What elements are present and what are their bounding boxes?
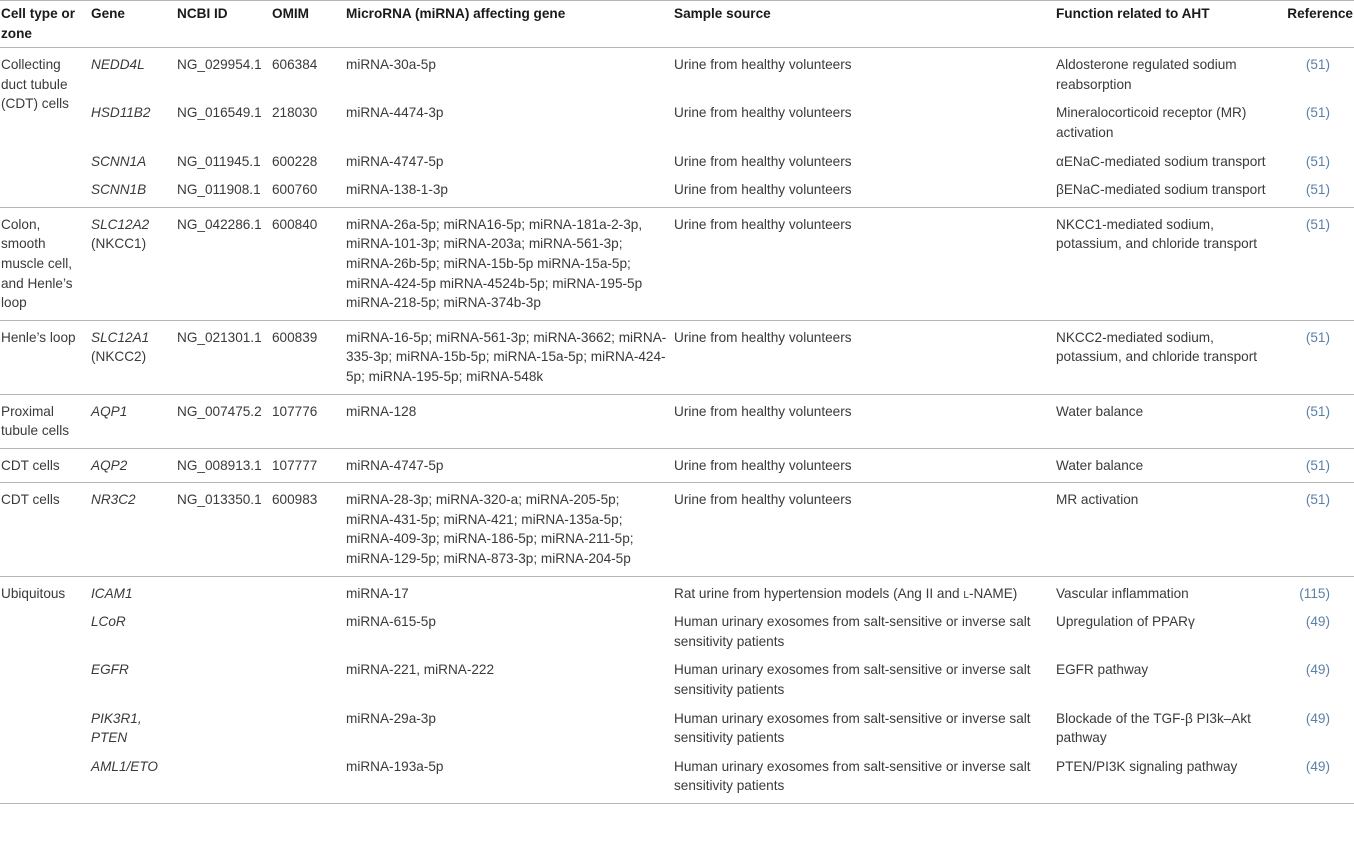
sample-source: Urine from healthy volunteers bbox=[674, 329, 852, 345]
omim-id: 107776 bbox=[272, 403, 318, 419]
gene-name: SCNN1A bbox=[91, 153, 147, 169]
reference-link[interactable]: (51) bbox=[1305, 457, 1330, 473]
header-cell-type: Cell type or zone bbox=[1, 6, 76, 41]
reference-link[interactable]: (51) bbox=[1305, 182, 1330, 198]
mirna-list: miRNA-128 bbox=[346, 403, 417, 419]
table-row bbox=[0, 48, 1354, 95]
function: MR activation bbox=[1056, 492, 1139, 508]
cell-type: Ubiquitous bbox=[1, 585, 66, 601]
header-gene: Gene bbox=[91, 6, 125, 21]
function: βENaC-mediated sodium transport bbox=[1056, 182, 1266, 198]
gene-name: PIK3R1, PTEN bbox=[91, 710, 142, 746]
mirna-list: miRNA-16-5p; miRNA-561-3p; miRNA-3662; miRNA-335-3p; miRNA-15b-5p; miRNA-15a-5p; miRNA-424-5p; miRNA-195-5p; miRNA-548k bbox=[346, 329, 667, 384]
table-row bbox=[0, 94, 1354, 142]
table-row bbox=[0, 651, 1354, 699]
sample-source: Urine from healthy volunteers bbox=[674, 182, 852, 198]
gene-alias: (NKCC1) bbox=[91, 236, 147, 252]
ncbi-id bbox=[177, 603, 272, 651]
reference-link[interactable]: (49) bbox=[1305, 662, 1330, 678]
cell-type: CDT cells bbox=[1, 492, 60, 508]
function: NKCC2-mediated sodium, potassium, and chloride transport bbox=[1056, 329, 1257, 365]
table-row bbox=[0, 576, 1354, 603]
reference-link[interactable]: (115) bbox=[1299, 585, 1330, 601]
header-omim: OMIM bbox=[272, 6, 309, 21]
header-row bbox=[0, 1, 1354, 48]
mirna-list: miRNA-221, miRNA-222 bbox=[346, 662, 495, 678]
sample-source: Urine from healthy volunteers bbox=[674, 492, 852, 508]
mirna-list: miRNA-4747-5p bbox=[346, 457, 444, 473]
gene-name: AQP2 bbox=[91, 457, 128, 473]
table-row bbox=[0, 748, 1354, 804]
gene-name: NEDD4L bbox=[91, 57, 145, 73]
function: Mineralocorticoid receptor (MR) activation bbox=[1056, 105, 1247, 140]
table-row bbox=[0, 143, 1354, 172]
table-row bbox=[0, 448, 1354, 483]
ncbi-id bbox=[177, 748, 272, 804]
header-ncbi-id: NCBI ID bbox=[177, 6, 228, 21]
omim-id: 600840 bbox=[272, 216, 318, 232]
sample-source: Human urinary exosomes from salt-sensitive or inverse salt sensitivity patients bbox=[674, 614, 1031, 649]
ncbi-id bbox=[177, 576, 272, 603]
ncbi-id: NG_011908.1 bbox=[177, 182, 261, 198]
sample-source-smallcaps: l bbox=[963, 585, 969, 601]
omim-id: 107777 bbox=[272, 457, 318, 473]
ncbi-id: NG_013350.1 bbox=[177, 492, 262, 508]
sample-source bbox=[674, 576, 1056, 603]
gene-name: HSD11B2 bbox=[91, 105, 151, 121]
gene-name: LCoR bbox=[91, 614, 126, 630]
sample-source: Urine from healthy volunteers bbox=[674, 57, 852, 73]
gene-name: AML1/ETO bbox=[91, 758, 158, 774]
function: αENaC-mediated sodium transport bbox=[1056, 153, 1266, 169]
omim-id bbox=[272, 748, 346, 804]
omim-id bbox=[272, 651, 346, 699]
gene-alias: (NKCC2) bbox=[91, 349, 147, 365]
omim-id bbox=[272, 576, 346, 603]
sample-source: Human urinary exosomes from salt-sensitive or inverse salt sensitivity patients bbox=[674, 662, 1031, 698]
table-row bbox=[0, 171, 1354, 207]
ncbi-id: NG_011945.1 bbox=[177, 153, 261, 169]
reference-link[interactable]: (49) bbox=[1305, 758, 1330, 774]
function: PTEN/PI3K signaling pathway bbox=[1056, 758, 1238, 774]
omim-id: 606384 bbox=[272, 57, 318, 73]
function: Upregulation of PPARγ bbox=[1056, 614, 1195, 630]
mirna-list: miRNA-28-3p; miRNA-320-a; miRNA-205-5p; miRNA-431-5p; miRNA-421; miRNA-135a-5p; miRNA-409-3p; miRNA-186-5p; miRNA-211-5p; miRNA-129-5p; miRNA-873-3p; miRNA-204-5p bbox=[346, 492, 634, 567]
mirna-list: miRNA-30a-5p bbox=[346, 57, 436, 73]
reference-link[interactable]: (51) bbox=[1305, 105, 1330, 121]
function: Aldosterone regulated sodium reabsorption bbox=[1056, 57, 1237, 92]
ncbi-id: NG_008913.1 bbox=[177, 457, 262, 473]
cell-type: Henle’s loop bbox=[1, 329, 76, 345]
cell-type: CDT cells bbox=[1, 457, 60, 473]
gene-name: NR3C2 bbox=[91, 492, 136, 508]
function: EGFR pathway bbox=[1056, 662, 1149, 678]
function: NKCC1-mediated sodium, potassium, and chloride transport bbox=[1056, 216, 1257, 252]
sample-source: Urine from healthy volunteers bbox=[674, 457, 852, 473]
reference-link[interactable]: (51) bbox=[1305, 57, 1330, 73]
mirna-list: miRNA-615-5p bbox=[346, 614, 436, 630]
mirna-list: miRNA-4474-3p bbox=[346, 105, 444, 121]
function: Vascular inflammation bbox=[1056, 585, 1189, 601]
reference-link[interactable]: (51) bbox=[1305, 492, 1330, 508]
mirna-list: miRNA-29a-3p bbox=[346, 710, 436, 726]
omim-id: 600839 bbox=[272, 329, 318, 345]
table-row bbox=[0, 394, 1354, 448]
cell-type: Collecting duct tubule (CDT) cells bbox=[1, 57, 69, 112]
ncbi-id: NG_016549.1 bbox=[177, 105, 262, 121]
gene-name: ICAM1 bbox=[91, 585, 133, 601]
function: Blockade of the TGF-β PI3k–Akt pathway bbox=[1056, 710, 1251, 746]
cell-type: Proximal tubule cells bbox=[1, 403, 70, 439]
mirna-list: miRNA-193a-5p bbox=[346, 758, 444, 774]
function: Water balance bbox=[1056, 457, 1144, 473]
header-reference: Reference bbox=[1287, 6, 1353, 21]
sample-source: Urine from healthy volunteers bbox=[674, 105, 852, 121]
header-function: Function related to AHT bbox=[1056, 6, 1210, 21]
reference-link[interactable]: (51) bbox=[1305, 216, 1330, 232]
sample-source: Urine from healthy volunteers bbox=[674, 403, 852, 419]
table-row bbox=[0, 320, 1354, 394]
table-row bbox=[0, 700, 1354, 748]
header-mirna: MicroRNA (miRNA) affecting gene bbox=[346, 6, 566, 21]
mirna-list: miRNA-4747-5p bbox=[346, 153, 444, 169]
ncbi-id: NG_029954.1 bbox=[177, 57, 262, 73]
ncbi-id: NG_042286.1 bbox=[177, 216, 262, 232]
sample-source: Urine from healthy volunteers bbox=[674, 153, 852, 169]
mirna-list: miRNA-17 bbox=[346, 585, 409, 601]
sample-source-text: Rat urine from hypertension models (Ang II and bbox=[674, 585, 964, 601]
function: Water balance bbox=[1056, 403, 1144, 419]
omim-id: 600760 bbox=[272, 182, 318, 198]
ncbi-id bbox=[177, 700, 272, 748]
gene-name: AQP1 bbox=[91, 403, 128, 419]
omim-id bbox=[272, 603, 346, 651]
omim-id: 218030 bbox=[272, 105, 318, 121]
omim-id bbox=[272, 700, 346, 748]
omim-id: 600983 bbox=[272, 492, 318, 508]
sample-source: Human urinary exosomes from salt-sensitive or inverse salt sensitivity patients bbox=[674, 710, 1031, 746]
omim-id: 600228 bbox=[272, 153, 318, 169]
gene-name: SLC12A2 bbox=[91, 216, 150, 232]
table-row bbox=[0, 483, 1354, 576]
header-sample-source: Sample source bbox=[674, 6, 771, 21]
reference-link[interactable]: (51) bbox=[1305, 153, 1330, 169]
mirna-list: miRNA-138-1-3p bbox=[346, 182, 448, 198]
sample-source-text-end: -NAME) bbox=[968, 585, 1018, 601]
sample-source: Urine from healthy volunteers bbox=[674, 216, 852, 232]
gene-name: SCNN1B bbox=[91, 182, 147, 198]
ncbi-id bbox=[177, 651, 272, 699]
reference-link[interactable]: (49) bbox=[1305, 614, 1330, 630]
mirna-list: miRNA-26a-5p; miRNA16-5p; miRNA-181a-2-3p, miRNA-101-3p; miRNA-203a; miRNA-561-3p; miRNA-26b-5p; miRNA-15b-5p miRNA-15a-5p; miRNA-424-5p miRNA-4524b-5p; miRNA-195-5p miRNA-218-5p; miRNA-374b-3p bbox=[346, 216, 643, 311]
sample-source: Human urinary exosomes from salt-sensitive or inverse salt sensitivity patients bbox=[674, 758, 1031, 794]
reference-link[interactable]: (51) bbox=[1305, 403, 1330, 419]
gene-name: EGFR bbox=[91, 662, 129, 678]
gene-name: SLC12A1 bbox=[91, 329, 150, 345]
cell-type: Colon, smooth muscle cell, and Henle’s loop bbox=[1, 216, 73, 311]
table-row bbox=[0, 603, 1354, 651]
ncbi-id: NG_021301.1 bbox=[177, 329, 262, 345]
table-row bbox=[0, 207, 1354, 320]
reference-link[interactable]: (51) bbox=[1305, 329, 1330, 345]
ncbi-id: NG_007475.2 bbox=[177, 403, 262, 419]
reference-link[interactable]: (49) bbox=[1305, 710, 1330, 726]
